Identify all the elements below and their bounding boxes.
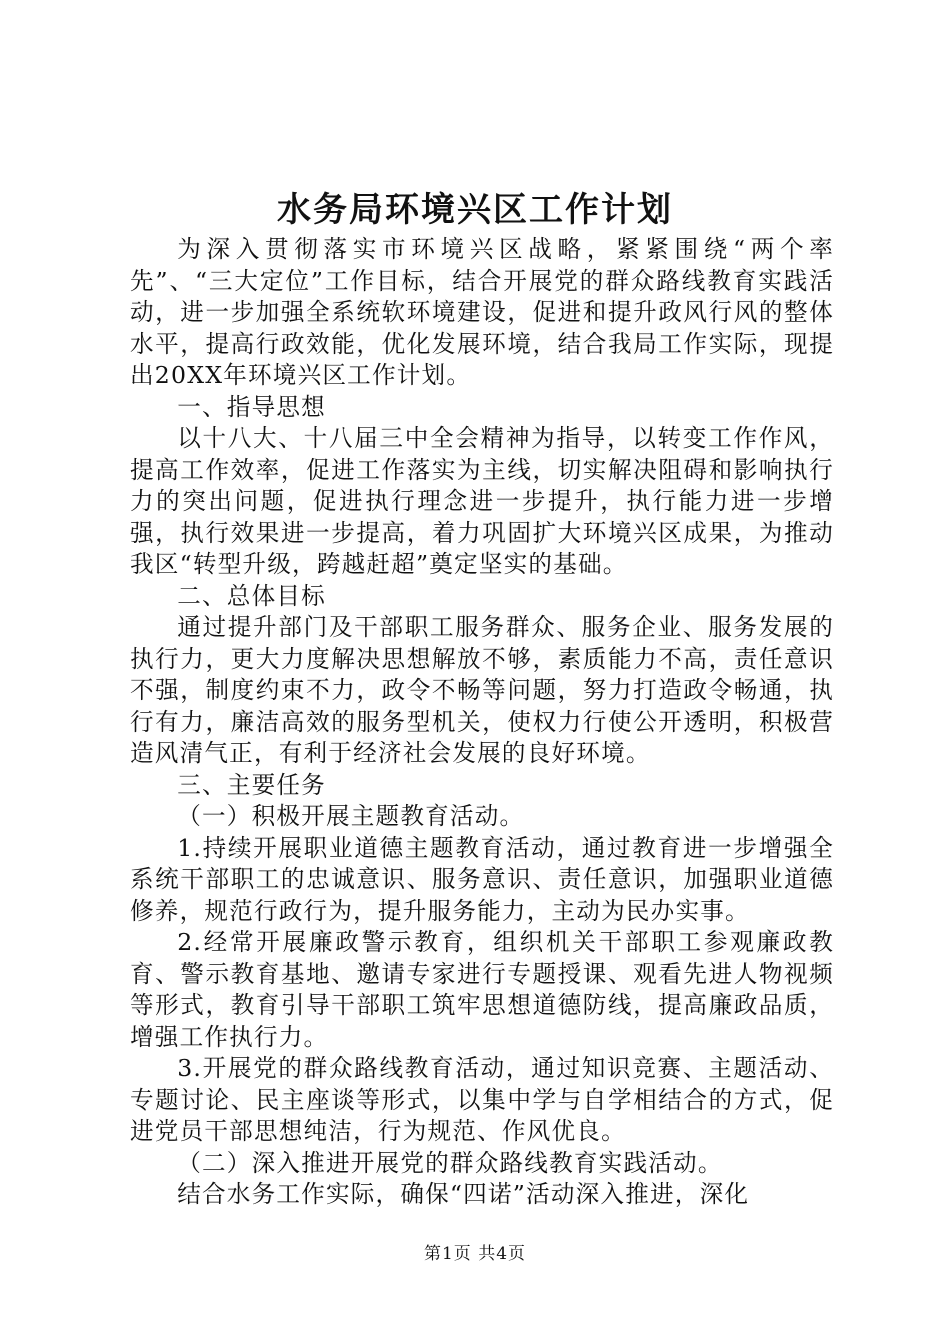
paragraph-task-3: 3.开展党的群众路线教育活动，通过知识竞赛、主题活动、专题讨论、民主座谈等形式，以集中学与自学相结合的方式，促进党员干部思想纯洁，行为规范、作风优良。 xyxy=(130,1054,834,1145)
section-heading-guiding-thought: 一、指导思想 xyxy=(177,392,326,421)
document-body xyxy=(130,234,834,1211)
paragraph-overall-goal: 通过提升部门及干部职工服务群众、服务企业、服务发展的执行力，更大力度解决思想解放不够，素质能力不高，责任意识不强，制度约束不力，政令不畅等问题，努力打造政令畅通，执行有力，廉洁高效的服务型机关，使权力行使公开透明，积极营造风清气正，有利于经济社会发展的良好环境。 xyxy=(130,613,834,767)
sub-heading-theme-education: （一）积极开展主题教育活动。 xyxy=(177,802,525,830)
paragraph-intro: 为深入贯彻落实市环境兴区战略，紧紧围绕“两个率先”、“三大定位”工作目标，结合开展党的群众路线教育实践活动，进一步加强全系统软环境建设，促进和提升政风行风的整体水平，提高行政效能，优化发展环境，结合我局工作实际，现提出20XX年环境兴区工作计划。 xyxy=(130,235,834,389)
section-heading-overall-goal: 二、总体目标 xyxy=(177,581,326,610)
paragraph-guiding-thought: 以十八大、十八届三中全会精神为指导，以转变工作作风，提高工作效率，促进工作落实为主线，切实解决阻碍和影响执行力的突出问题，促进执行理念进一步提升，执行能力进一步增强，执行效果进一步提高，着力巩固扩大环境兴区成果，为推动我区“转型升级，跨越赶超”奠定坚实的基础。 xyxy=(130,424,834,578)
paragraph-task-1: 1.持续开展职业道德主题教育活动，通过教育进一步增强全系统干部职工的忠诚意识、服务意识、责任意识，加强职业道德修养，规范行政行为，提升服务能力，主动为民办实事。 xyxy=(130,833,834,925)
paragraph-mass-line: 结合水务工作实际，确保“四诺”活动深入推进，深化 xyxy=(177,1180,750,1208)
section-heading-main-tasks: 三、主要任务 xyxy=(177,770,326,799)
paragraph-task-2: 2.经常开展廉政警示教育，组织机关干部职工参观廉政教育、警示教育基地、邀请专家进行专题授课、观看先进人物视频等形式，教育引导干部职工筑牢思想道德防线，提高廉政品质，增强工作执行力。 xyxy=(130,928,834,1051)
document-title: 水务局环境兴区工作计划 xyxy=(277,190,673,230)
page-footer: 第1页 共4页 xyxy=(423,1244,527,1264)
sub-heading-mass-line: （二）深入推进开展党的群众路线教育实践活动。 xyxy=(177,1148,723,1177)
